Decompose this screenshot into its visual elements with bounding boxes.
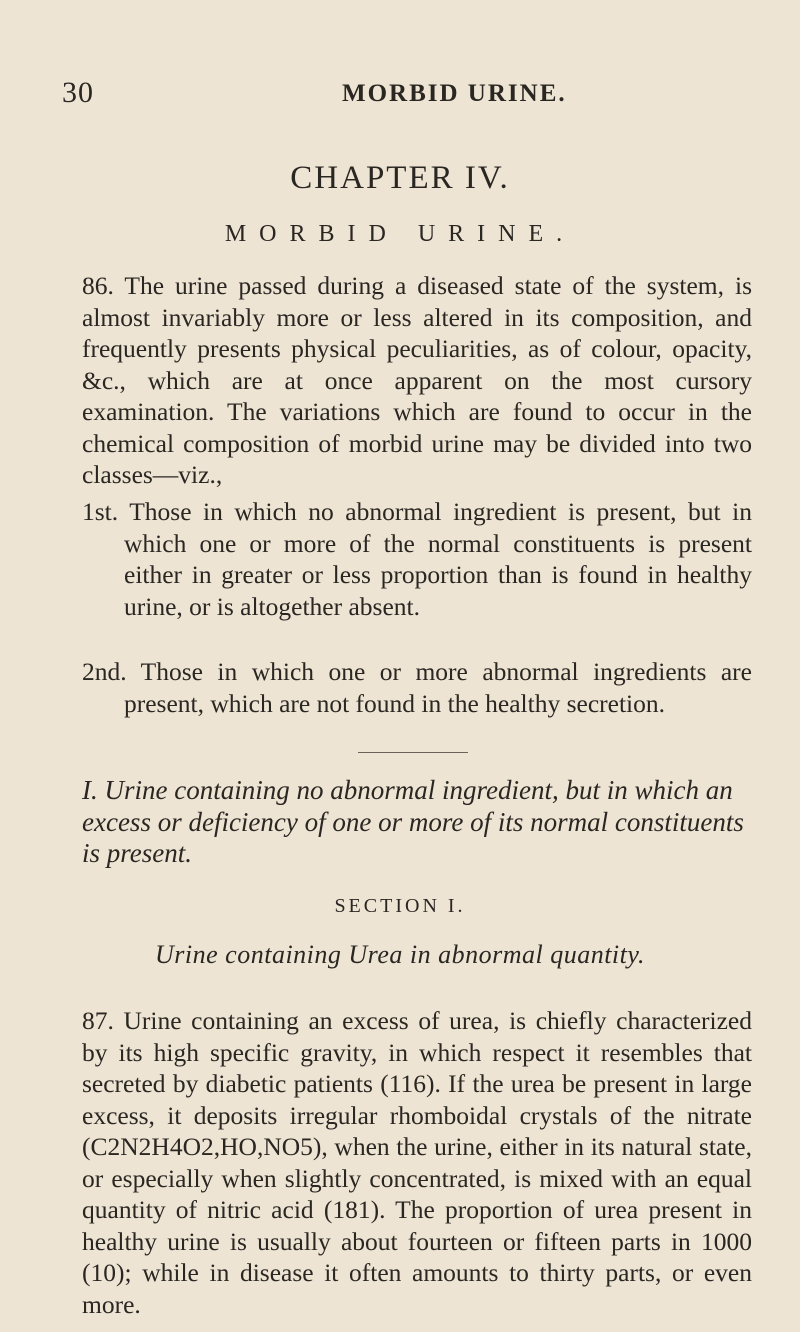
part-one-heading: I. Urine containing no abnormal ingredient, but in which an excess or deficiency of one or more of its normal constituents is present. (82, 775, 744, 868)
paragraph-87: 87. Urine containing an excess of urea, is chiefly characterized by its high specific gravity, in which respect it resembles that secreted by diabetic patients (116). If the urea be present in large excess, it deposits irregular rhomboidal crystals of the nitrate (C2N2H4O2,HO,NO5), when the urine, either in its natural state, or especially when slightly concentrated, is mixed with an equal quantity of nitric acid (181). The proportion of urea present in healthy urine is usually about fourteen or fifteen parts in 1000 (10); while in disease it often amounts to thirty parts, or even more. (82, 1006, 752, 1319)
chapter-title: CHAPTER IV. (290, 160, 510, 196)
class-second: 2nd. Those in which one or more abnormal ingredients are present, which are not found in the healthy secretion. (82, 657, 752, 718)
running-title: MORBID URINE. (342, 80, 567, 107)
class-first: 1st. Those in which no abnormal ingredient is present, but in which one or more of the normal constituents is present either in greater or less proportion than is found in healthy urine, or is altogether absent. (82, 497, 752, 621)
section-label: SECTION I. (334, 895, 466, 917)
paragraph-86: 86. The urine passed during a diseased state of the system, is almost invariably more or less altered in its composition, and frequently presents physical peculiarities, as of colour, opacity, &c., which are at once apparent on the most cursory examination. The variations which are found to occur in the chemical composition of morbid urine may be divided into two classes—viz., (82, 271, 752, 489)
page-number: 30 (62, 76, 94, 109)
chapter-subtitle: MORBID URINE. (224, 221, 576, 247)
divider-rule (358, 752, 468, 753)
running-header (62, 76, 760, 116)
section-title: Urine containing Urea in abnormal quantity. (155, 940, 645, 969)
